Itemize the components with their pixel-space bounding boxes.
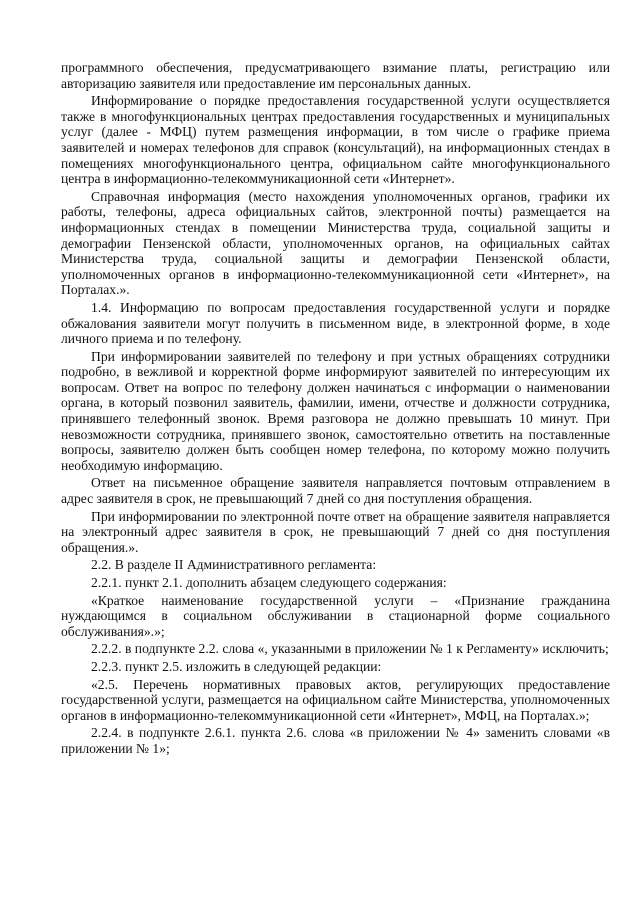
paragraph-short-name: «Краткое наименование государственной услуги – «Признание гражданина нуждающимся в социальном обслуживании в стационарной форме социального обслуживания».»; — [61, 592, 610, 639]
paragraph-2-2-1: 2.2.1. пункт 2.1. дополнить абзацем следующего содержания: — [91, 575, 447, 590]
paragraph-reference-info: Справочная информация (место нахождения уполномоченных органов, графики их работы, телефоны, адреса официальных сайтов, электронной почты) размещается на информационных стендах в помещении Министерства труда, социальной защиты и демографии Пензенской области, уполномоченных органов, на официальных сайтах Министерства труда, социальной защиты и демографии Пензенской области, уполномоченных органов в информационно-телекоммуникационной сети «Интернет», на Порталах.». — [61, 188, 610, 298]
paragraph-continuation: программного обеспечения, предусматривающего взимание платы, регистрацию или авторизацию заявителя или предоставление им персональных данных. — [61, 60, 610, 91]
paragraph-2-2-3: 2.2.3. пункт 2.5. изложить в следующей редакции: — [91, 658, 382, 674]
paragraph-2-2-2: 2.2.2. в подпункте 2.2. слова «, указанными в приложении № 1 к Регламенту» исключить; — [91, 641, 609, 657]
paragraph-email-reply: При информировании по электронной почте ответ на обращение заявителя направляется на электронный адрес заявителя в срок, не превышающий 7 дней со дня поступления обращения.». — [61, 508, 610, 555]
paragraph-written-reply: Ответ на письменное обращение заявителя направляется почтовым отправлением в адрес заявителя в срок, не превышающий 7 дней со дня поступления обращения. — [61, 475, 610, 507]
paragraph-2-5: «2.5. Перечень нормативных правовых актов, регулирующих предоставление государственной услуги, размещается на официальном сайте Министерства, уполномоченных органов в информационно-телекоммуникационной сети «Интернет», МФЦ, на Порталах.»; — [61, 676, 610, 723]
paragraph-1-4: 1.4. Информацию по вопросам предоставления государственной услуги и порядке обжалования заявители могут получить в письменном виде, в электронной форме, в ходе личного приема и по телефону. — [61, 299, 610, 347]
paragraph-2-2-4: 2.2.4. в подпункте 2.6.1. пункта 2.6. слова «в приложении № 4» заменить словами «в приложении № 1»; — [61, 725, 610, 756]
paragraph-2-2: 2.2. В разделе II Административного регламента: — [91, 557, 377, 573]
paragraph-phone-informing: При информировании заявителей по телефону и при устных обращениях сотрудники подробно, в вежливой и корректной форме информируют заявителей по интересующим их вопросам. Ответ на вопрос по телефону должен начинаться с информации о наименовании органа, в который позвонил заявитель, фамилии, имени, отчестве и должности сотрудника, принявшего телефонный звонок. Время разговора не должно превышать 10 минут. При невозможности сотрудника, принявшего звонок, самостоятельно ответить на поставленные вопросы, заявителю должен быть сообщен номер телефона, по которому можно получить необходимую информацию. — [61, 348, 610, 473]
paragraph-mfc-informing: Информирование о порядке предоставления государственной услуги осуществляется также в многофункциональных центрах предоставления государственных и муниципальных услуг (далее - МФЦ) путем размещения информации, в том числе о графике приема заявителей и номерах телефонов для справок (консультаций), на информационных стендах в помещениях многофункционального центра, официальном сайте многофункционального центра в информационно-телекоммуникационной сети «Интернет». — [61, 93, 610, 187]
document-page — [61, 60, 610, 759]
